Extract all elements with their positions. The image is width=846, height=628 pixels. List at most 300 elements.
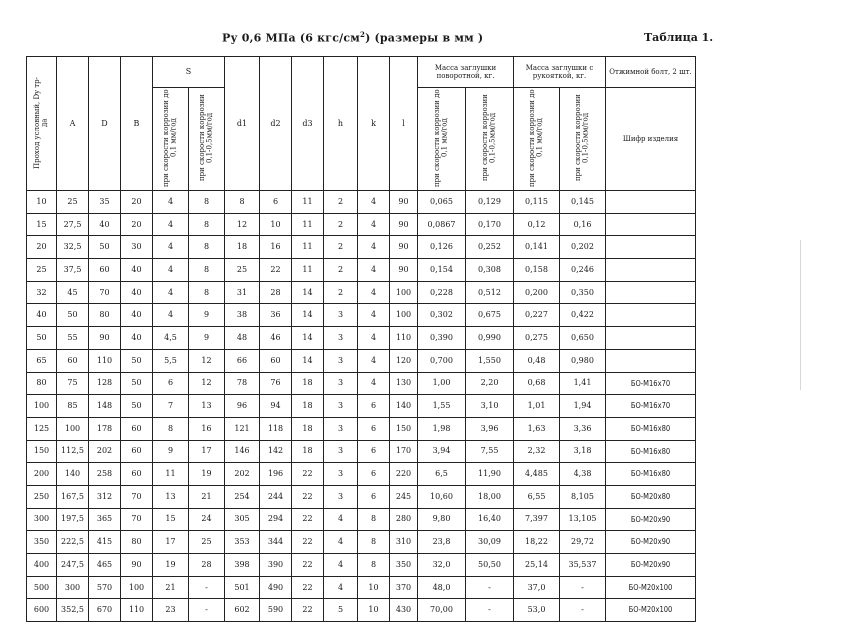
cell-d3: 11 [292,236,324,259]
cell-d1: 66 [225,349,260,372]
cell-b: 80 [121,531,153,554]
header-mass-rotary-sub1: при скорости коррозии до 0,1 мм/год [418,88,466,191]
cell-mass-rot2: 0,252 [466,236,514,259]
cell-bolt-code: БО-М20х90 [606,531,696,554]
cell-mass-rot2: 7,55 [466,440,514,463]
cell-k: 8 [358,508,390,531]
cell-s2: 16 [189,417,225,440]
cell-d3: 11 [292,191,324,214]
header-mass-rotary-sub2: при скорости коррозии 0,1-0,5мм/год [466,88,514,191]
cell-d2: 22 [260,259,292,282]
cell-d2: 294 [260,508,292,531]
cell-d: 202 [89,440,121,463]
cell-k: 6 [358,485,390,508]
cell-dy: 65 [27,349,57,372]
cell-s1: 23 [153,599,189,622]
cell-l: 130 [390,372,418,395]
header-bolt: Отжимной болт, 2 шт. [606,57,696,88]
cell-dy: 400 [27,554,57,577]
cell-mass-rot1: 23,8 [418,531,466,554]
cell-bolt-code: БО-М20х80 [606,485,696,508]
cell-mass-handle1: 0,115 [514,191,560,214]
cell-b: 60 [121,440,153,463]
cell-h: 3 [324,327,358,350]
table-body [27,191,696,622]
cell-k: 10 [358,599,390,622]
cell-k: 8 [358,554,390,577]
header-mass-rotary: Масса заглушки поворотной, кг. [418,57,514,88]
cell-dy: 15 [27,213,57,236]
cell-b: 40 [121,327,153,350]
table-number: Таблица 1. [644,31,714,44]
cell-mass-handle1: 7,397 [514,508,560,531]
cell-d2: 36 [260,304,292,327]
cell-s1: 15 [153,508,189,531]
table-row [27,417,696,440]
cell-mass-rot1: 6,5 [418,463,466,486]
cell-b: 40 [121,259,153,282]
table-row [27,508,696,531]
cell-s1: 6 [153,372,189,395]
cell-mass-rot1: 32,0 [418,554,466,577]
cell-d2: 46 [260,327,292,350]
cell-s2: 13 [189,395,225,418]
table-row [27,599,696,622]
cell-a: 75 [57,372,89,395]
cell-d: 465 [89,554,121,577]
cell-bolt-code [606,349,696,372]
cell-dy: 20 [27,236,57,259]
cell-s2: 28 [189,554,225,577]
cell-d1: 202 [225,463,260,486]
cell-d3: 22 [292,508,324,531]
cell-k: 4 [358,213,390,236]
title-superscript: 2 [359,30,366,39]
cell-mass-handle2: 13,105 [560,508,606,531]
cell-d3: 11 [292,259,324,282]
cell-k: 6 [358,463,390,486]
cell-d2: 244 [260,485,292,508]
cell-a: 167,5 [57,485,89,508]
table-row [27,531,696,554]
cell-mass-rot2: 3,96 [466,417,514,440]
cell-d1: 12 [225,213,260,236]
cell-l: 120 [390,349,418,372]
cell-d3: 14 [292,349,324,372]
cell-h: 4 [324,508,358,531]
cell-d: 110 [89,349,121,372]
cell-b: 50 [121,349,153,372]
cell-b: 70 [121,508,153,531]
cell-l: 100 [390,281,418,304]
cell-b: 70 [121,485,153,508]
cell-d: 80 [89,304,121,327]
cell-d1: 121 [225,417,260,440]
cell-d: 258 [89,463,121,486]
cell-mass-handle2: 1,94 [560,395,606,418]
cell-mass-handle2: 1,41 [560,372,606,395]
cell-s2: 17 [189,440,225,463]
cell-a: 300 [57,576,89,599]
header-dy: Проход условный, Dy тр-да [27,57,57,191]
header-d2: d2 [260,57,292,191]
table-row [27,281,696,304]
header-h: h [324,57,358,191]
cell-s2: - [189,599,225,622]
header-l: l [390,57,418,191]
header-d1: d1 [225,57,260,191]
cell-b: 40 [121,281,153,304]
cell-a: 222,5 [57,531,89,554]
cell-d1: 48 [225,327,260,350]
cell-d3: 14 [292,327,324,350]
cell-dy: 32 [27,281,57,304]
cell-s2: 25 [189,531,225,554]
cell-s1: 7 [153,395,189,418]
cell-a: 45 [57,281,89,304]
cell-dy: 80 [27,372,57,395]
cell-k: 4 [358,349,390,372]
cell-s2: 12 [189,372,225,395]
header-s: S [153,57,225,88]
cell-s1: 11 [153,463,189,486]
cell-s1: 17 [153,531,189,554]
table-row [27,485,696,508]
cell-b: 60 [121,417,153,440]
cell-d2: 196 [260,463,292,486]
cell-mass-rot1: 0,126 [418,236,466,259]
cell-d2: 344 [260,531,292,554]
cell-bolt-code [606,259,696,282]
cell-mass-handle1: 53,0 [514,599,560,622]
table-row [27,191,696,214]
cell-s1: 4 [153,304,189,327]
cell-d2: 94 [260,395,292,418]
cell-mass-rot2: 50,50 [466,554,514,577]
cell-k: 4 [358,236,390,259]
cell-mass-handle1: 0,12 [514,213,560,236]
cell-mass-rot1: 0,0867 [418,213,466,236]
cell-h: 3 [324,304,358,327]
cell-d3: 22 [292,554,324,577]
cell-s1: 4 [153,191,189,214]
cell-s2: 21 [189,485,225,508]
cell-mass-handle2: - [560,599,606,622]
cell-dy: 250 [27,485,57,508]
cell-k: 4 [358,281,390,304]
cell-bolt-code: БО-М20х90 [606,508,696,531]
table-row [27,349,696,372]
cell-dy: 300 [27,508,57,531]
cell-s1: 4,5 [153,327,189,350]
cell-s1: 21 [153,576,189,599]
cell-mass-handle2: 3,36 [560,417,606,440]
cell-s1: 5,5 [153,349,189,372]
cell-d2: 6 [260,191,292,214]
cell-h: 3 [324,440,358,463]
cell-h: 2 [324,281,358,304]
cell-d2: 60 [260,349,292,372]
cell-mass-rot2: 0,170 [466,213,514,236]
cell-mass-handle2: 0,246 [560,259,606,282]
cell-d3: 14 [292,304,324,327]
cell-b: 20 [121,213,153,236]
header-a: А [57,57,89,191]
cell-d3: 22 [292,576,324,599]
cell-mass-handle1: 6,55 [514,485,560,508]
cell-b: 100 [121,576,153,599]
cell-dy: 150 [27,440,57,463]
cell-l: 90 [390,236,418,259]
cell-s1: 4 [153,236,189,259]
cell-d: 570 [89,576,121,599]
table-row [27,554,696,577]
table-row [27,372,696,395]
cell-mass-rot2: 11,90 [466,463,514,486]
cell-l: 110 [390,327,418,350]
cell-a: 32,5 [57,236,89,259]
cell-d1: 353 [225,531,260,554]
cell-d1: 38 [225,304,260,327]
table-header [27,57,696,191]
cell-h: 3 [324,463,358,486]
cell-dy: 10 [27,191,57,214]
cell-mass-handle2: 0,16 [560,213,606,236]
cell-h: 2 [324,213,358,236]
header-mass-handle-sub2: при скорости коррозии 0,1-0,5мм/год [560,88,606,191]
cell-d: 178 [89,417,121,440]
cell-d3: 18 [292,372,324,395]
cell-k: 6 [358,395,390,418]
cell-d1: 254 [225,485,260,508]
cell-d1: 78 [225,372,260,395]
header-mass-handle: Масса заглушки с рукояткой, кг. [514,57,606,88]
cell-d2: 16 [260,236,292,259]
cell-d: 670 [89,599,121,622]
cell-mass-handle2: 0,350 [560,281,606,304]
table-row [27,576,696,599]
cell-b: 90 [121,554,153,577]
cell-l: 350 [390,554,418,577]
cell-mass-handle1: 2,32 [514,440,560,463]
cell-h: 2 [324,236,358,259]
cell-d3: 22 [292,463,324,486]
cell-d3: 11 [292,213,324,236]
cell-l: 140 [390,395,418,418]
cell-dy: 125 [27,417,57,440]
cell-b: 30 [121,236,153,259]
cell-l: 280 [390,508,418,531]
cell-a: 37,5 [57,259,89,282]
cell-dy: 100 [27,395,57,418]
cell-l: 90 [390,259,418,282]
cell-l: 430 [390,599,418,622]
cell-mass-handle1: 37,0 [514,576,560,599]
cell-b: 40 [121,304,153,327]
cell-s2: 19 [189,463,225,486]
header-s-sub2: при скорости коррозии 0,1-0,5мм/год [189,88,225,191]
cell-d3: 22 [292,485,324,508]
cell-b: 50 [121,372,153,395]
cell-d: 50 [89,236,121,259]
cell-d3: 14 [292,281,324,304]
cell-mass-handle1: 0,227 [514,304,560,327]
cell-h: 3 [324,372,358,395]
cell-dy: 40 [27,304,57,327]
cell-a: 247,5 [57,554,89,577]
table-row [27,327,696,350]
cell-bolt-code [606,304,696,327]
cell-h: 3 [324,349,358,372]
cell-d3: 18 [292,440,324,463]
cell-d: 312 [89,485,121,508]
cell-mass-handle1: 4,485 [514,463,560,486]
cell-mass-rot2: 16,40 [466,508,514,531]
cell-mass-rot1: 10,60 [418,485,466,508]
cell-b: 60 [121,463,153,486]
header-d: D [89,57,121,191]
cell-s1: 4 [153,213,189,236]
table-row [27,395,696,418]
cell-bolt-code: БО-М20х90 [606,554,696,577]
cell-a: 60 [57,349,89,372]
cell-mass-handle2: 0,202 [560,236,606,259]
cell-bolt-code [606,281,696,304]
cell-mass-handle2: 0,650 [560,327,606,350]
cell-mass-handle1: 0,158 [514,259,560,282]
cell-s2: 8 [189,191,225,214]
cell-a: 50 [57,304,89,327]
cell-mass-handle2: 0,145 [560,191,606,214]
cell-d2: 390 [260,554,292,577]
cell-d2: 76 [260,372,292,395]
cell-mass-rot2: 0,675 [466,304,514,327]
cell-d: 70 [89,281,121,304]
cell-b: 20 [121,191,153,214]
cell-k: 4 [358,304,390,327]
cell-l: 90 [390,191,418,214]
cell-bolt-code [606,213,696,236]
cell-a: 352,5 [57,599,89,622]
cell-d2: 590 [260,599,292,622]
cell-s2: 24 [189,508,225,531]
cell-mass-rot1: 0,065 [418,191,466,214]
cell-mass-handle1: 1,63 [514,417,560,440]
cell-a: 140 [57,463,89,486]
cell-mass-handle1: 1,01 [514,395,560,418]
cell-bolt-code: БО-М16х70 [606,372,696,395]
cell-mass-rot1: 0,228 [418,281,466,304]
cell-k: 4 [358,259,390,282]
cell-bolt-code: БО-М20х100 [606,599,696,622]
cell-mass-handle2: 3,18 [560,440,606,463]
cell-d3: 18 [292,417,324,440]
header-k: k [358,57,390,191]
cell-h: 3 [324,395,358,418]
table-row [27,236,696,259]
table-row [27,440,696,463]
cell-dy: 50 [27,327,57,350]
cell-d1: 305 [225,508,260,531]
cell-mass-handle2: 8,105 [560,485,606,508]
table-row [27,463,696,486]
cell-d2: 28 [260,281,292,304]
table-row [27,213,696,236]
cell-d: 365 [89,508,121,531]
cell-mass-rot2: 2,20 [466,372,514,395]
cell-s1: 9 [153,440,189,463]
header-s-sub1: при скорости коррозии до 0,1 мм/год [153,88,189,191]
cell-d1: 31 [225,281,260,304]
cell-s1: 8 [153,417,189,440]
cell-s2: 8 [189,259,225,282]
cell-h: 2 [324,259,358,282]
cell-a: 112,5 [57,440,89,463]
cell-d1: 398 [225,554,260,577]
cell-mass-rot1: 0,700 [418,349,466,372]
cell-k: 4 [358,372,390,395]
cell-mass-rot2: 1,550 [466,349,514,372]
cell-d2: 10 [260,213,292,236]
cell-bolt-code: БО-М16х80 [606,440,696,463]
cell-dy: 25 [27,259,57,282]
cell-a: 25 [57,191,89,214]
cell-mass-rot1: 9,80 [418,508,466,531]
table-row [27,304,696,327]
cell-a: 85 [57,395,89,418]
cell-d1: 501 [225,576,260,599]
cell-k: 6 [358,440,390,463]
cell-mass-rot1: 48,0 [418,576,466,599]
cell-mass-rot2: 0,512 [466,281,514,304]
cell-mass-handle1: 0,275 [514,327,560,350]
cell-dy: 600 [27,599,57,622]
cell-dy: 500 [27,576,57,599]
cell-mass-rot1: 1,98 [418,417,466,440]
cell-d1: 96 [225,395,260,418]
cell-b: 110 [121,599,153,622]
cell-d: 40 [89,213,121,236]
cell-s2: 9 [189,304,225,327]
cell-mass-handle1: 18,22 [514,531,560,554]
cell-bolt-code: БО-М20х100 [606,576,696,599]
cell-s1: 4 [153,259,189,282]
cell-a: 100 [57,417,89,440]
cell-s1: 19 [153,554,189,577]
cell-s1: 13 [153,485,189,508]
cell-mass-rot1: 1,00 [418,372,466,395]
header-b: В [121,57,153,191]
cell-l: 150 [390,417,418,440]
cell-l: 370 [390,576,418,599]
cell-h: 3 [324,485,358,508]
cell-d3: 22 [292,531,324,554]
cell-mass-rot1: 0,390 [418,327,466,350]
cell-h: 4 [324,531,358,554]
title-tail: ) (размеры в мм ) [365,31,484,45]
cell-bolt-code [606,236,696,259]
cell-s2: 12 [189,349,225,372]
cell-mass-rot2: 0,308 [466,259,514,282]
cell-h: 5 [324,599,358,622]
cell-mass-rot2: 0,990 [466,327,514,350]
cell-k: 8 [358,531,390,554]
cell-mass-rot2: 18,00 [466,485,514,508]
cell-mass-rot1: 0,302 [418,304,466,327]
cell-l: 100 [390,304,418,327]
cell-mass-rot1: 70,00 [418,599,466,622]
cell-d1: 8 [225,191,260,214]
